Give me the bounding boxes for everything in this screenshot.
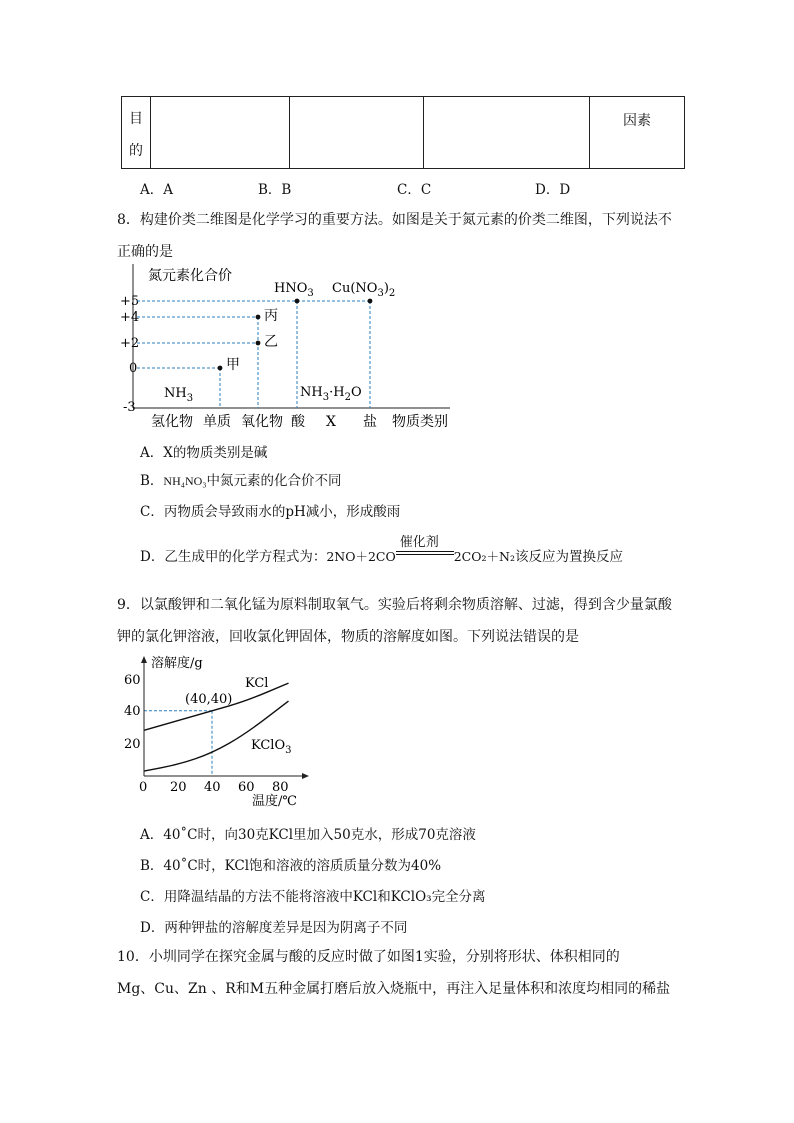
label-cuno3: $Cu(NO_3)_2$	[332, 281, 396, 299]
q8-option-d: D．乙生成甲的化学方程式为：2NO＋2CO 催化剂 2CO₂＋N₂该反应为置换反应	[140, 535, 623, 565]
point-cuno3	[368, 299, 373, 304]
row-label-2: 的	[129, 143, 143, 159]
point-yi	[256, 341, 261, 346]
q7-option-c: C．C	[397, 182, 432, 198]
q10-stem-line2: Mg、Cu、Zn 、R和M五种金属打磨后放入烧瓶中，再注入足量体积和浓度均相同的稀盐	[117, 981, 671, 997]
xtick-20: 20	[170, 780, 187, 795]
nitrogen-valence-chart	[110, 262, 470, 432]
table-cell	[290, 97, 424, 169]
ytick-40: 40	[124, 704, 141, 719]
ytick-0: 0	[129, 361, 138, 376]
q9-option-a: A．40˚C时，向30克KCl里加入50克水，形成70克溶液	[140, 827, 476, 843]
label-nh3: $NH_3$	[164, 386, 194, 404]
label-bing: 丙	[264, 308, 278, 324]
xtick-hydride: 氢化物	[151, 414, 193, 430]
kclo3-curve	[144, 701, 289, 771]
factor-label: 因素	[623, 113, 651, 129]
q7-option-d: D．D	[535, 182, 571, 198]
y-axis-label: 溶解度/g	[151, 656, 203, 671]
label-nh3h2o: $NH_3\cdot H_2O$	[300, 385, 362, 403]
ytick-plus2: +2	[120, 336, 140, 351]
xtick-x: X	[326, 414, 336, 430]
q10-stem-line1: 10．小圳同学在探究金属与酸的反应时做了如图1实验，分别将形状、体积相同的	[117, 949, 620, 965]
table-cell	[424, 97, 590, 169]
xtick-80: 80	[272, 780, 289, 795]
q9-stem-line2: 钾的氯化钾溶液，回收氯化钾固体，物质的溶解度如图。下列说法错误的是	[117, 629, 579, 645]
q9-option-d: D．两种钾盐的溶解度差异是因为阴离子不同	[140, 920, 408, 936]
options-table	[121, 96, 685, 169]
x-axis-label: 温度/℃	[252, 794, 297, 809]
table-cell	[151, 97, 290, 169]
label-jia: 甲	[226, 357, 240, 373]
q8-option-c: C．丙物质会导致雨水的pH减小，形成酸雨	[140, 504, 401, 520]
xtick-oxide: 氧化物	[241, 414, 283, 430]
catalyst-arrow: 催化剂	[396, 545, 454, 561]
series-label-kcl: KCl	[245, 676, 269, 691]
ytick-plus5: +5	[120, 294, 140, 309]
series-label-kclo3: KClO$_3$	[251, 738, 292, 756]
ytick-minus3: -3	[123, 400, 136, 415]
y-axis-arrow	[141, 656, 147, 663]
q8-stem-line1: 8．构建价类二维图是化学学习的重要方法。如图是关于氮元素的价类二维图，下列说法不	[117, 212, 672, 228]
q8-option-b: B．NH₄NO₃中氮元素的化合价不同	[140, 473, 342, 489]
row-label-cell	[122, 97, 151, 169]
point-jia	[218, 366, 223, 371]
q8-stem-line2: 正确的是	[117, 244, 173, 260]
xtick-0: 0	[139, 780, 148, 795]
row-label-1: 目	[129, 111, 143, 127]
q7-option-a: A．A	[140, 182, 173, 198]
xtick-acid: 酸	[291, 414, 305, 430]
x-axis-arrow	[302, 773, 309, 779]
xtick-element: 单质	[203, 414, 231, 430]
ytick-60: 60	[124, 673, 141, 688]
ytick-plus4: +4	[120, 310, 140, 325]
point-annotation: (40,40)	[185, 692, 233, 707]
table-cell	[590, 97, 685, 169]
xtick-category: 物质类别	[392, 414, 448, 430]
xtick-40: 40	[204, 780, 221, 795]
xtick-60: 60	[238, 780, 255, 795]
label-hno3: $HNO_3$	[274, 281, 314, 299]
q8-option-a: A．X的物质类别是碱	[140, 445, 268, 461]
label-yi: 乙	[264, 334, 278, 350]
q9-option-c: C．用降温结晶的方法不能将溶液中KCl和KClO₃完全分离	[140, 889, 486, 905]
xtick-salt: 盐	[363, 414, 377, 430]
q9-option-b: B．40˚C时，KCl饱和溶液的溶质质量分数为40%	[140, 858, 442, 874]
q9-stem-line1: 9．以氯酸钾和二氧化锰为原料制取氧气。实验后将剩余物质溶解、过滤，得到含少量氯酸	[117, 597, 672, 613]
point-hno3	[295, 299, 300, 304]
q7-option-b: B．B	[258, 182, 292, 198]
point-bing	[256, 315, 261, 320]
solubility-chart	[115, 652, 315, 812]
ytick-20: 20	[124, 737, 141, 752]
y-axis-label: 氮元素化合价	[148, 268, 232, 284]
